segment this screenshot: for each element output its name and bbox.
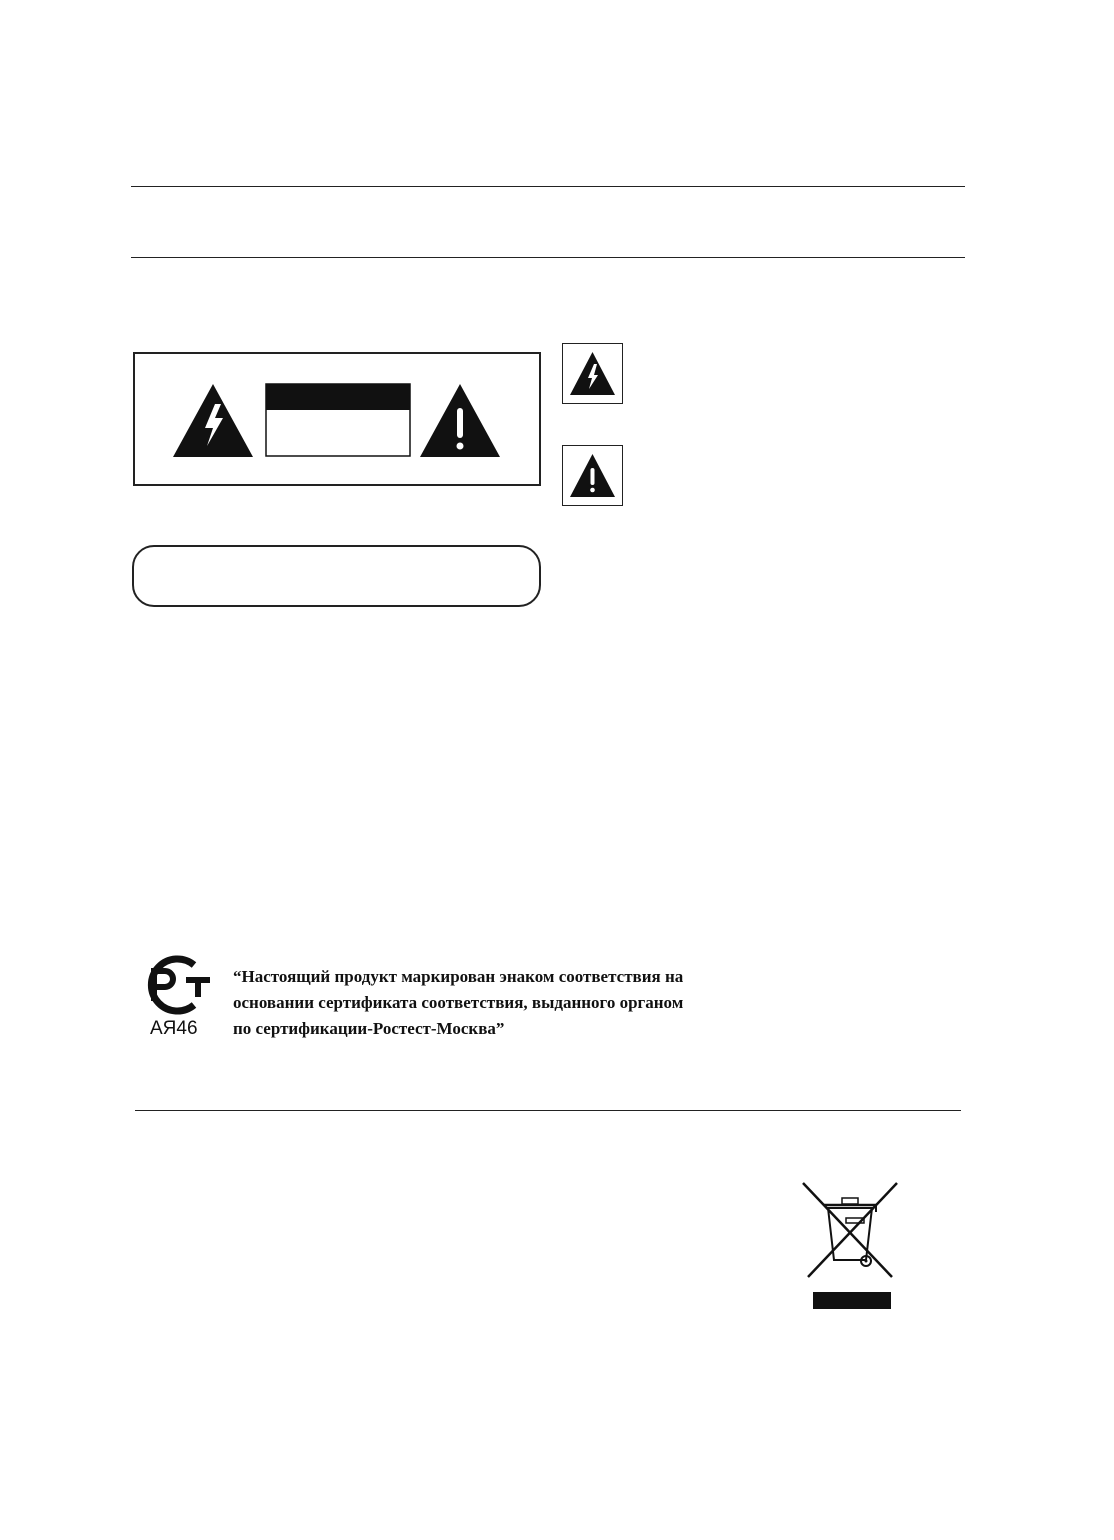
lightning-triangle-icon [563, 344, 622, 403]
rst-logo-icon [132, 955, 212, 1015]
certification-line: по сертификации-Ростест-Москва” [233, 1019, 505, 1038]
crossed-out-wheelie-bin-icon [800, 1178, 900, 1313]
symbol-lightning-box [562, 343, 623, 404]
certification-line: основании сертификата соответствия, выданного органом [233, 993, 684, 1012]
rst-code: АЯ46 [150, 1018, 198, 1039]
exclamation-triangle-icon [420, 384, 500, 457]
weee-graphic [800, 1178, 900, 1313]
exclamation-triangle-icon [563, 446, 622, 505]
certification-text [233, 964, 753, 1042]
rst-certification-logo [132, 955, 212, 1015]
symbol-exclamation-box [562, 445, 623, 506]
header-rule-bottom [131, 257, 965, 258]
lightning-triangle-icon [173, 384, 253, 457]
warning-panel [133, 352, 541, 486]
caution-label [266, 384, 410, 456]
warning-panel-graphics [135, 354, 539, 484]
certification-line: “Настоящий продукт маркирован энаком соответствия на [233, 967, 684, 986]
header-rule-top [131, 186, 965, 187]
section-rule [135, 1110, 961, 1111]
notice-box [132, 545, 541, 607]
